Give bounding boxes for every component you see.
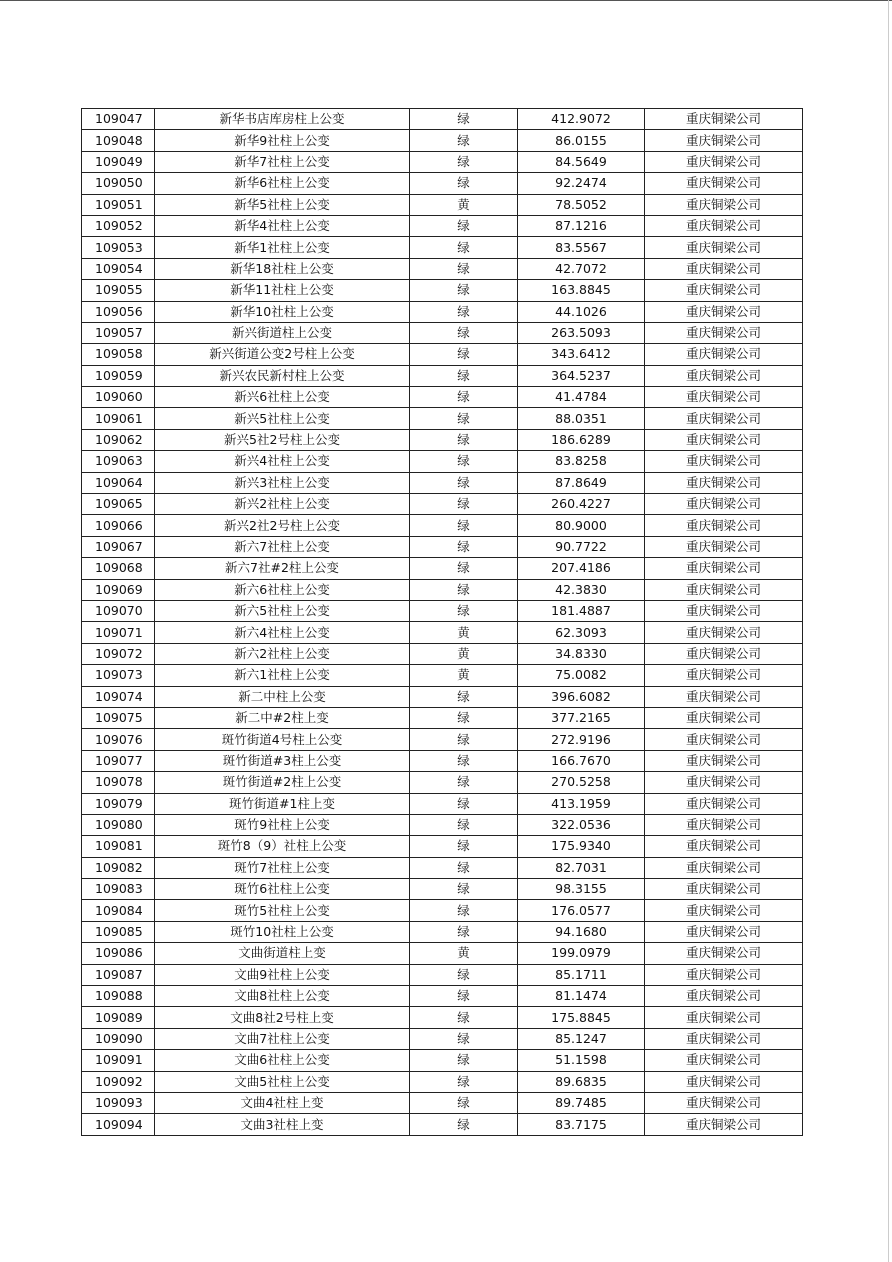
cell-company: 重庆铜梁公司 (645, 151, 803, 172)
cell-company: 重庆铜梁公司 (645, 793, 803, 814)
cell-value: 163.8845 (518, 280, 645, 301)
cell-id: 109069 (82, 579, 155, 600)
cell-name: 文曲3社柱上变 (155, 1114, 410, 1135)
cell-id: 109051 (82, 194, 155, 215)
table-row (82, 408, 803, 429)
table-row (82, 750, 803, 771)
table-row (82, 707, 803, 728)
cell-status: 绿 (410, 258, 518, 279)
cell-value: 89.6835 (518, 1071, 645, 1092)
table-row (82, 237, 803, 258)
cell-company: 重庆铜梁公司 (645, 729, 803, 750)
cell-name: 新兴农民新村柱上公变 (155, 365, 410, 386)
cell-name: 斑竹7社柱上公变 (155, 857, 410, 878)
cell-id: 109094 (82, 1114, 155, 1135)
cell-company: 重庆铜梁公司 (645, 1114, 803, 1135)
cell-status: 绿 (410, 1071, 518, 1092)
cell-value: 84.5649 (518, 151, 645, 172)
table-row (82, 643, 803, 664)
cell-value: 263.5093 (518, 322, 645, 343)
cell-value: 42.7072 (518, 258, 645, 279)
cell-id: 109089 (82, 1007, 155, 1028)
cell-status: 绿 (410, 793, 518, 814)
cell-status: 绿 (410, 729, 518, 750)
cell-status: 绿 (410, 707, 518, 728)
cell-name: 新六5社柱上公变 (155, 600, 410, 621)
table-row (82, 814, 803, 835)
table-row (82, 686, 803, 707)
cell-company: 重庆铜梁公司 (645, 836, 803, 857)
cell-id: 109049 (82, 151, 155, 172)
table-row (82, 600, 803, 621)
cell-value: 413.1959 (518, 793, 645, 814)
cell-id: 109066 (82, 515, 155, 536)
cell-status: 黄 (410, 943, 518, 964)
cell-status: 绿 (410, 515, 518, 536)
cell-name: 新华7社柱上公变 (155, 151, 410, 172)
cell-value: 186.6289 (518, 429, 645, 450)
cell-id: 109048 (82, 130, 155, 151)
cell-name: 文曲9社柱上公变 (155, 964, 410, 985)
cell-company: 重庆铜梁公司 (645, 301, 803, 322)
table-row (82, 879, 803, 900)
cell-value: 90.7722 (518, 536, 645, 557)
cell-value: 82.7031 (518, 857, 645, 878)
cell-id: 109057 (82, 322, 155, 343)
cell-company: 重庆铜梁公司 (645, 622, 803, 643)
cell-name: 新兴4社柱上公变 (155, 451, 410, 472)
cell-id: 109053 (82, 237, 155, 258)
cell-company: 重庆铜梁公司 (645, 1092, 803, 1113)
cell-id: 109060 (82, 387, 155, 408)
cell-name: 新二中#2柱上变 (155, 707, 410, 728)
cell-status: 绿 (410, 472, 518, 493)
cell-status: 绿 (410, 750, 518, 771)
cell-id: 109075 (82, 707, 155, 728)
cell-id: 109052 (82, 215, 155, 236)
cell-status: 绿 (410, 215, 518, 236)
cell-company: 重庆铜梁公司 (645, 686, 803, 707)
cell-id: 109068 (82, 558, 155, 579)
cell-value: 343.6412 (518, 344, 645, 365)
cell-name: 文曲6社柱上公变 (155, 1050, 410, 1071)
table-row (82, 1050, 803, 1071)
table-row (82, 579, 803, 600)
cell-status: 绿 (410, 986, 518, 1007)
cell-name: 新华书店库房柱上公变 (155, 109, 410, 130)
cell-status: 黄 (410, 194, 518, 215)
table-row (82, 1092, 803, 1113)
cell-id: 109077 (82, 750, 155, 771)
cell-status: 绿 (410, 1028, 518, 1049)
cell-name: 新兴2社柱上公变 (155, 494, 410, 515)
cell-name: 新六7社#2柱上公变 (155, 558, 410, 579)
cell-name: 新华10社柱上公变 (155, 301, 410, 322)
cell-name: 新华9社柱上公变 (155, 130, 410, 151)
cell-id: 109071 (82, 622, 155, 643)
cell-company: 重庆铜梁公司 (645, 943, 803, 964)
table-row (82, 365, 803, 386)
page-top-border (0, 0, 892, 1)
cell-name: 斑竹8（9）社柱上公变 (155, 836, 410, 857)
cell-company: 重庆铜梁公司 (645, 387, 803, 408)
cell-id: 109074 (82, 686, 155, 707)
cell-company: 重庆铜梁公司 (645, 707, 803, 728)
cell-id: 109055 (82, 280, 155, 301)
cell-name: 新华4社柱上公变 (155, 215, 410, 236)
cell-name: 斑竹街道4号柱上公变 (155, 729, 410, 750)
cell-id: 109080 (82, 814, 155, 835)
table-row (82, 1007, 803, 1028)
cell-value: 51.1598 (518, 1050, 645, 1071)
cell-company: 重庆铜梁公司 (645, 579, 803, 600)
cell-name: 斑竹5社柱上公变 (155, 900, 410, 921)
cell-id: 109088 (82, 986, 155, 1007)
cell-id: 109082 (82, 857, 155, 878)
cell-name: 新兴5社柱上公变 (155, 408, 410, 429)
cell-status: 绿 (410, 173, 518, 194)
cell-company: 重庆铜梁公司 (645, 408, 803, 429)
cell-status: 绿 (410, 1050, 518, 1071)
cell-status: 绿 (410, 1114, 518, 1135)
cell-value: 364.5237 (518, 365, 645, 386)
cell-name: 斑竹街道#1柱上变 (155, 793, 410, 814)
cell-id: 109056 (82, 301, 155, 322)
cell-name: 斑竹9社柱上公变 (155, 814, 410, 835)
cell-id: 109085 (82, 921, 155, 942)
cell-company: 重庆铜梁公司 (645, 536, 803, 557)
cell-name: 新兴6社柱上公变 (155, 387, 410, 408)
cell-value: 80.9000 (518, 515, 645, 536)
cell-name: 新六2社柱上公变 (155, 643, 410, 664)
cell-value: 98.3155 (518, 879, 645, 900)
table-row (82, 109, 803, 130)
cell-value: 83.7175 (518, 1114, 645, 1135)
table-row (82, 772, 803, 793)
cell-name: 斑竹10社柱上公变 (155, 921, 410, 942)
cell-id: 109061 (82, 408, 155, 429)
cell-status: 绿 (410, 558, 518, 579)
cell-company: 重庆铜梁公司 (645, 344, 803, 365)
cell-status: 绿 (410, 836, 518, 857)
table-row (82, 515, 803, 536)
cell-value: 166.7670 (518, 750, 645, 771)
cell-status: 绿 (410, 964, 518, 985)
cell-status: 绿 (410, 1092, 518, 1113)
cell-id: 109079 (82, 793, 155, 814)
table-row (82, 451, 803, 472)
cell-status: 绿 (410, 1007, 518, 1028)
cell-company: 重庆铜梁公司 (645, 921, 803, 942)
cell-name: 斑竹街道#3柱上公变 (155, 750, 410, 771)
cell-value: 175.9340 (518, 836, 645, 857)
cell-company: 重庆铜梁公司 (645, 986, 803, 1007)
cell-id: 109065 (82, 494, 155, 515)
cell-status: 绿 (410, 921, 518, 942)
cell-name: 新华5社柱上公变 (155, 194, 410, 215)
table-row (82, 215, 803, 236)
table-row (82, 900, 803, 921)
cell-value: 89.7485 (518, 1092, 645, 1113)
cell-name: 新兴街道公变2号柱上公变 (155, 344, 410, 365)
cell-value: 92.2474 (518, 173, 645, 194)
cell-value: 86.0155 (518, 130, 645, 151)
cell-id: 109063 (82, 451, 155, 472)
cell-status: 黄 (410, 622, 518, 643)
transformer-table (81, 108, 803, 1136)
cell-company: 重庆铜梁公司 (645, 900, 803, 921)
cell-id: 109072 (82, 643, 155, 664)
table-row (82, 558, 803, 579)
cell-status: 绿 (410, 579, 518, 600)
cell-value: 81.1474 (518, 986, 645, 1007)
cell-id: 109091 (82, 1050, 155, 1071)
cell-company: 重庆铜梁公司 (645, 1071, 803, 1092)
cell-name: 新华11社柱上公变 (155, 280, 410, 301)
cell-value: 260.4227 (518, 494, 645, 515)
cell-id: 109058 (82, 344, 155, 365)
table-row (82, 793, 803, 814)
cell-name: 新华18社柱上公变 (155, 258, 410, 279)
cell-status: 绿 (410, 451, 518, 472)
table-row (82, 429, 803, 450)
cell-id: 109084 (82, 900, 155, 921)
cell-company: 重庆铜梁公司 (645, 280, 803, 301)
table-row (82, 986, 803, 1007)
cell-name: 文曲7社柱上公变 (155, 1028, 410, 1049)
cell-id: 109076 (82, 729, 155, 750)
cell-id: 109047 (82, 109, 155, 130)
cell-id: 109078 (82, 772, 155, 793)
cell-company: 重庆铜梁公司 (645, 1028, 803, 1049)
cell-company: 重庆铜梁公司 (645, 964, 803, 985)
table-row (82, 322, 803, 343)
cell-value: 199.0979 (518, 943, 645, 964)
table-row (82, 194, 803, 215)
cell-id: 109050 (82, 173, 155, 194)
table-row (82, 1071, 803, 1092)
cell-company: 重庆铜梁公司 (645, 451, 803, 472)
cell-company: 重庆铜梁公司 (645, 600, 803, 621)
table-row (82, 943, 803, 964)
cell-name: 斑竹6社柱上公变 (155, 879, 410, 900)
cell-status: 绿 (410, 900, 518, 921)
cell-status: 绿 (410, 494, 518, 515)
cell-value: 34.8330 (518, 643, 645, 664)
cell-id: 109062 (82, 429, 155, 450)
cell-id: 109081 (82, 836, 155, 857)
cell-value: 44.1026 (518, 301, 645, 322)
cell-name: 文曲4社柱上变 (155, 1092, 410, 1113)
cell-id: 109090 (82, 1028, 155, 1049)
cell-company: 重庆铜梁公司 (645, 258, 803, 279)
table-row (82, 301, 803, 322)
table-row (82, 964, 803, 985)
cell-value: 83.5567 (518, 237, 645, 258)
cell-value: 78.5052 (518, 194, 645, 215)
table-row (82, 387, 803, 408)
cell-value: 88.0351 (518, 408, 645, 429)
cell-value: 377.2165 (518, 707, 645, 728)
cell-id: 109067 (82, 536, 155, 557)
table-row (82, 836, 803, 857)
cell-name: 新六6社柱上公变 (155, 579, 410, 600)
cell-id: 109087 (82, 964, 155, 985)
cell-company: 重庆铜梁公司 (645, 237, 803, 258)
table-row (82, 258, 803, 279)
cell-name: 斑竹街道#2柱上公变 (155, 772, 410, 793)
cell-company: 重庆铜梁公司 (645, 130, 803, 151)
cell-value: 85.1247 (518, 1028, 645, 1049)
cell-value: 62.3093 (518, 622, 645, 643)
cell-id: 109064 (82, 472, 155, 493)
page-right-border (888, 0, 889, 1262)
cell-status: 绿 (410, 237, 518, 258)
cell-id: 109054 (82, 258, 155, 279)
cell-value: 176.0577 (518, 900, 645, 921)
cell-company: 重庆铜梁公司 (645, 814, 803, 835)
cell-name: 文曲8社2号柱上变 (155, 1007, 410, 1028)
cell-company: 重庆铜梁公司 (645, 879, 803, 900)
cell-id: 109086 (82, 943, 155, 964)
table-row (82, 1028, 803, 1049)
cell-name: 文曲街道柱上变 (155, 943, 410, 964)
cell-company: 重庆铜梁公司 (645, 472, 803, 493)
cell-value: 272.9196 (518, 729, 645, 750)
cell-status: 绿 (410, 365, 518, 386)
table-row (82, 536, 803, 557)
cell-company: 重庆铜梁公司 (645, 857, 803, 878)
cell-value: 75.0082 (518, 665, 645, 686)
cell-name: 新兴街道柱上公变 (155, 322, 410, 343)
cell-company: 重庆铜梁公司 (645, 429, 803, 450)
cell-status: 绿 (410, 280, 518, 301)
cell-status: 绿 (410, 686, 518, 707)
cell-value: 322.0536 (518, 814, 645, 835)
cell-name: 文曲5社柱上公变 (155, 1071, 410, 1092)
cell-company: 重庆铜梁公司 (645, 643, 803, 664)
cell-company: 重庆铜梁公司 (645, 665, 803, 686)
cell-company: 重庆铜梁公司 (645, 1050, 803, 1071)
cell-company: 重庆铜梁公司 (645, 515, 803, 536)
cell-status: 绿 (410, 600, 518, 621)
cell-value: 87.1216 (518, 215, 645, 236)
cell-company: 重庆铜梁公司 (645, 322, 803, 343)
table-row (82, 665, 803, 686)
cell-id: 109059 (82, 365, 155, 386)
cell-status: 绿 (410, 879, 518, 900)
cell-status: 绿 (410, 130, 518, 151)
cell-id: 109083 (82, 879, 155, 900)
cell-status: 绿 (410, 408, 518, 429)
table-row (82, 151, 803, 172)
cell-status: 绿 (410, 814, 518, 835)
table-row (82, 729, 803, 750)
cell-name: 新六4社柱上公变 (155, 622, 410, 643)
cell-status: 绿 (410, 857, 518, 878)
cell-value: 412.9072 (518, 109, 645, 130)
cell-status: 绿 (410, 322, 518, 343)
table-row (82, 472, 803, 493)
cell-value: 87.8649 (518, 472, 645, 493)
cell-status: 绿 (410, 344, 518, 365)
cell-status: 黄 (410, 643, 518, 664)
cell-name: 新兴3社柱上公变 (155, 472, 410, 493)
cell-company: 重庆铜梁公司 (645, 1007, 803, 1028)
table-row (82, 857, 803, 878)
cell-value: 396.6082 (518, 686, 645, 707)
table-row (82, 280, 803, 301)
cell-status: 绿 (410, 301, 518, 322)
table-body (82, 109, 803, 1136)
cell-value: 41.4784 (518, 387, 645, 408)
cell-status: 绿 (410, 429, 518, 450)
cell-status: 绿 (410, 387, 518, 408)
cell-status: 绿 (410, 151, 518, 172)
cell-name: 新兴2社2号柱上公变 (155, 515, 410, 536)
cell-company: 重庆铜梁公司 (645, 365, 803, 386)
cell-company: 重庆铜梁公司 (645, 109, 803, 130)
cell-value: 94.1680 (518, 921, 645, 942)
cell-name: 新华1社柱上公变 (155, 237, 410, 258)
cell-company: 重庆铜梁公司 (645, 494, 803, 515)
table-row (82, 173, 803, 194)
cell-company: 重庆铜梁公司 (645, 558, 803, 579)
cell-name: 新二中柱上公变 (155, 686, 410, 707)
cell-value: 175.8845 (518, 1007, 645, 1028)
table-row (82, 622, 803, 643)
table-row (82, 1114, 803, 1135)
cell-status: 黄 (410, 665, 518, 686)
table-row (82, 494, 803, 515)
cell-company: 重庆铜梁公司 (645, 173, 803, 194)
cell-name: 文曲8社柱上公变 (155, 986, 410, 1007)
cell-id: 109092 (82, 1071, 155, 1092)
cell-company: 重庆铜梁公司 (645, 194, 803, 215)
cell-value: 270.5258 (518, 772, 645, 793)
cell-name: 新六7社柱上公变 (155, 536, 410, 557)
cell-id: 109073 (82, 665, 155, 686)
cell-value: 207.4186 (518, 558, 645, 579)
cell-company: 重庆铜梁公司 (645, 750, 803, 771)
cell-id: 109093 (82, 1092, 155, 1113)
cell-status: 绿 (410, 536, 518, 557)
cell-id: 109070 (82, 600, 155, 621)
cell-status: 绿 (410, 772, 518, 793)
cell-company: 重庆铜梁公司 (645, 772, 803, 793)
cell-value: 83.8258 (518, 451, 645, 472)
table-row (82, 130, 803, 151)
cell-name: 新华6社柱上公变 (155, 173, 410, 194)
cell-company: 重庆铜梁公司 (645, 215, 803, 236)
cell-value: 181.4887 (518, 600, 645, 621)
table-row (82, 344, 803, 365)
table-row (82, 921, 803, 942)
cell-status: 绿 (410, 109, 518, 130)
cell-value: 42.3830 (518, 579, 645, 600)
cell-name: 新六1社柱上公变 (155, 665, 410, 686)
cell-value: 85.1711 (518, 964, 645, 985)
cell-name: 新兴5社2号柱上公变 (155, 429, 410, 450)
